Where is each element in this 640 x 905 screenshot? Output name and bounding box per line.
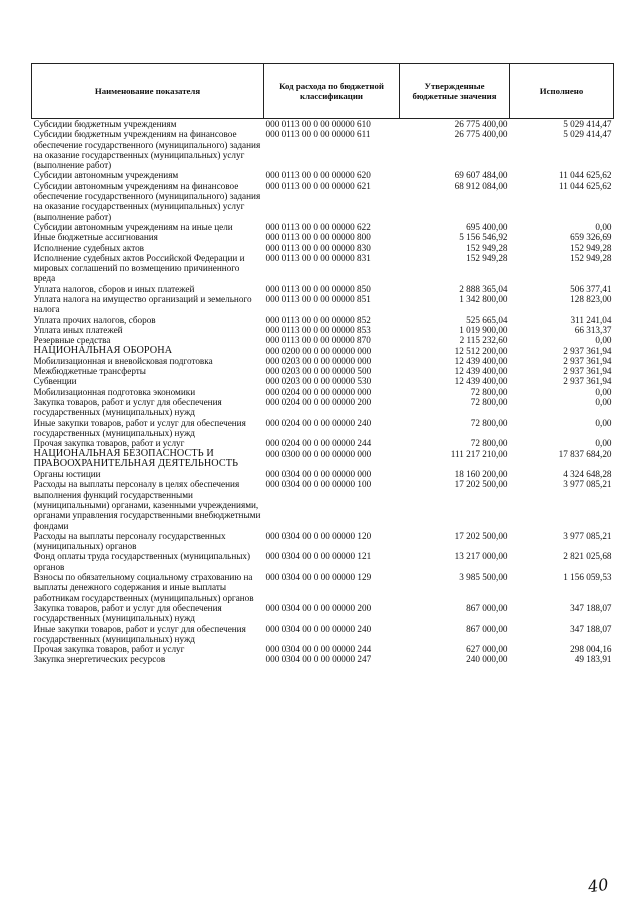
row-approved-cell: 68 912 084,00 xyxy=(454,180,508,191)
row-executed-cell: 0,00 xyxy=(595,397,612,408)
row-code-cell: 000 0113 00 0 00 00000 850 xyxy=(265,283,371,294)
row-approved-cell: 26 775 400,00 xyxy=(454,119,508,129)
row-code-cell: 000 0113 00 0 00 00000 610 xyxy=(265,119,371,129)
row-code-cell: 000 0203 00 0 00 00000 530 xyxy=(265,376,372,387)
row-name-cell: Расходы на выплаты персоналу государственных (муниципальных) органов xyxy=(33,530,226,552)
row-approved-cell: 5 156 546,92 xyxy=(459,232,508,243)
table-row xyxy=(32,654,614,664)
row-executed-cell: 3 977 085,21 xyxy=(563,530,612,541)
table-row xyxy=(32,551,614,572)
table-row xyxy=(32,449,614,470)
row-executed-cell: 3 977 085,21 xyxy=(563,479,612,490)
row-approved-cell: 152 949,28 xyxy=(466,252,508,263)
row-approved-cell: 2 115 232,60 xyxy=(459,335,508,346)
table-row xyxy=(32,356,614,366)
row-approved-cell: 12 439 400,00 xyxy=(454,366,508,377)
table-header xyxy=(32,64,614,119)
table-row xyxy=(32,294,614,315)
row-code-cell: 000 0113 00 0 00 00000 621 xyxy=(265,180,371,191)
row-approved-cell: 867 000,00 xyxy=(466,602,508,613)
header-approved: Утвержденные бюджетные значения xyxy=(400,64,510,119)
row-name-cell: НАЦИОНАЛЬНАЯ БЕЗОПАСНОСТЬ И ПРАВООХРАНИТЕЛЬНАЯ ДЕЯТЕЛЬНОСТЬ xyxy=(33,447,239,469)
row-name-cell: Мобилизационная подготовка экономики xyxy=(33,386,196,397)
row-code-cell: 000 0204 00 0 00 00000 244 xyxy=(265,438,372,449)
row-name-cell: Субсидии автономным учреждениям на финансовое обеспечение государственного (муниципального) задания на оказание государственных (муниципальных) услуг (выполнение работ) xyxy=(33,180,261,222)
row-code-cell: 000 0304 00 0 00 00000 121 xyxy=(265,551,372,562)
row-approved-cell: 12 439 400,00 xyxy=(454,376,508,387)
row-executed-cell: 5 029 414,47 xyxy=(563,119,612,129)
row-approved-cell: 111 217 210,00 xyxy=(450,448,508,459)
table-row xyxy=(32,232,614,242)
row-code-cell: 000 0113 00 0 00 00000 853 xyxy=(265,324,371,335)
row-name-cell: Закупка товаров, работ и услуг для обеспечения государственных (муниципальных) нужд xyxy=(33,602,222,624)
row-code-cell: 000 0113 00 0 00 00000 800 xyxy=(265,232,371,243)
row-executed-cell: 128 823,00 xyxy=(570,294,612,305)
row-approved-cell: 69 607 484,00 xyxy=(454,170,508,181)
table-row xyxy=(32,387,614,397)
row-approved-cell: 17 202 500,00 xyxy=(454,530,508,541)
row-code-cell: 000 0304 00 0 00 00000 120 xyxy=(265,530,372,541)
row-executed-cell: 4 324 648,28 xyxy=(563,469,612,480)
row-name-cell: Прочая закупка товаров, работ и услуг xyxy=(33,438,185,449)
row-approved-cell: 1 019 900,00 xyxy=(459,324,508,335)
row-executed-cell: 2 821 025,68 xyxy=(563,551,612,562)
row-executed-cell: 152 949,28 xyxy=(570,242,612,253)
row-name-cell: Резервные средства xyxy=(33,335,111,346)
row-approved-cell: 18 160 200,00 xyxy=(454,469,508,480)
row-name-cell: Расходы на выплаты персоналу в целях обеспечения выполнения функций государственными (муниципальными) органами, казенными учреждениями, органами управления государственными внебюджетными фондами xyxy=(33,479,261,531)
row-name-cell: Органы юстиции xyxy=(33,469,101,480)
row-name-cell: Уплата налога на имущество организаций и земельного налога xyxy=(33,294,252,315)
row-executed-cell: 152 949,28 xyxy=(570,252,612,263)
row-executed-cell: 49 183,91 xyxy=(574,654,612,665)
table-row xyxy=(32,366,614,376)
row-code-cell: 000 0304 00 0 00 00000 247 xyxy=(265,654,372,665)
row-executed-cell: 17 837 684,20 xyxy=(558,448,612,459)
row-executed-cell: 2 937 361,94 xyxy=(563,376,612,387)
row-executed-cell: 659 326,69 xyxy=(570,232,612,243)
row-approved-cell: 3 985 500,00 xyxy=(459,572,508,583)
row-name-cell: Субсидии бюджетным учреждениям xyxy=(33,119,177,129)
table-row xyxy=(32,222,614,232)
row-executed-cell: 311 241,04 xyxy=(570,314,612,325)
row-executed-cell: 2 937 361,94 xyxy=(563,345,612,356)
table-row xyxy=(32,325,614,335)
row-name-cell: Исполнение судебных актов xyxy=(33,242,145,253)
row-executed-cell: 1 156 059,53 xyxy=(563,572,612,583)
table-row xyxy=(32,644,614,654)
table-row xyxy=(32,315,614,325)
row-approved-cell: 12 512 200,00 xyxy=(454,345,508,356)
row-name-cell: Межбюджетные трансферты xyxy=(33,366,146,377)
row-executed-cell: 0,00 xyxy=(595,417,612,428)
row-executed-cell: 0,00 xyxy=(595,335,612,346)
row-approved-cell: 12 439 400,00 xyxy=(454,355,508,366)
row-name-cell: Субсидии автономным учреждениям на иные цели xyxy=(33,221,233,232)
row-name-cell: Исполнение судебных актов Российской Федерации и мировых соглашений по возмещению причиненного вреда xyxy=(33,252,245,284)
row-name-cell: Уплата налогов, сборов и иных платежей xyxy=(33,283,195,294)
row-code-cell: 000 0204 00 0 00 00000 000 xyxy=(265,386,372,397)
row-name-cell: Мобилизационная и вневойсковая подготовка xyxy=(33,355,213,366)
row-executed-cell: 2 937 361,94 xyxy=(563,355,612,366)
row-executed-cell: 0,00 xyxy=(595,438,612,449)
row-code-cell: 000 0113 00 0 00 00000 611 xyxy=(265,129,371,140)
row-approved-cell: 72 800,00 xyxy=(470,386,508,397)
row-name-cell: Иные закупки товаров, работ и услуг для обеспечения государственных (муниципальных) нужд xyxy=(33,417,246,438)
row-code-cell: 000 0304 00 0 00 00000 200 xyxy=(265,602,372,613)
table-row xyxy=(32,438,614,448)
table-body xyxy=(32,119,614,665)
table-row xyxy=(32,397,614,418)
row-code-cell: 000 0300 00 0 00 00000 000 xyxy=(265,448,372,459)
row-executed-cell: 347 188,07 xyxy=(570,623,612,634)
table-row xyxy=(32,284,614,294)
row-code-cell: 000 0304 00 0 00 00000 100 xyxy=(265,479,372,490)
report-sheet xyxy=(31,63,613,665)
row-code-cell: 000 0113 00 0 00 00000 852 xyxy=(265,314,371,325)
table-row xyxy=(32,572,614,603)
row-code-cell: 000 0203 00 0 00 00000 000 xyxy=(265,355,372,366)
row-approved-cell: 1 342 800,00 xyxy=(459,294,508,305)
table-row xyxy=(32,119,614,130)
row-name-cell: Закупка товаров, работ и услуг для обеспечения государственных (муниципальных) нужд xyxy=(33,397,222,418)
row-name-cell: Субвенции xyxy=(33,376,77,387)
row-name-cell: Иные бюджетные ассигнования xyxy=(33,232,158,243)
table-row xyxy=(32,531,614,552)
row-name-cell: Субсидии автономным учреждениям xyxy=(33,170,179,181)
row-code-cell: 000 0304 00 0 00 00000 244 xyxy=(265,644,372,655)
row-approved-cell: 240 000,00 xyxy=(466,654,508,665)
row-approved-cell: 72 800,00 xyxy=(470,438,508,449)
table-row xyxy=(32,243,614,253)
table-row xyxy=(32,603,614,624)
row-executed-cell: 506 377,41 xyxy=(570,283,612,294)
row-name-cell: Уплата прочих налогов, сборов xyxy=(33,314,156,325)
row-code-cell: 000 0200 00 0 00 00000 000 xyxy=(265,345,372,356)
row-approved-cell: 867 000,00 xyxy=(466,623,508,634)
row-approved-cell: 72 800,00 xyxy=(470,417,508,428)
row-code-cell: 000 0203 00 0 00 00000 500 xyxy=(265,366,372,377)
header-code: Код расхода по бюджетной классификации xyxy=(264,64,400,119)
row-executed-cell: 11 044 625,62 xyxy=(559,180,612,191)
row-approved-cell: 2 888 365,04 xyxy=(459,283,508,294)
table-row xyxy=(32,376,614,386)
row-approved-cell: 26 775 400,00 xyxy=(454,129,508,140)
row-name-cell: Уплата иных платежей xyxy=(33,324,123,335)
row-code-cell: 000 0304 00 0 00 00000 240 xyxy=(265,623,372,634)
table-row xyxy=(32,181,614,222)
table-row xyxy=(32,253,614,284)
row-code-cell: 000 0113 00 0 00 00000 851 xyxy=(265,294,371,305)
header-name: Наименование показателя xyxy=(32,64,264,119)
row-approved-cell: 695 400,00 xyxy=(466,221,508,232)
row-approved-cell: 152 949,28 xyxy=(466,242,508,253)
row-name-cell: Взносы по обязательному социальному страхованию на выплаты денежного содержания и иные выплаты работникам государственных (муниципальных) органов xyxy=(33,572,254,603)
row-approved-cell: 627 000,00 xyxy=(466,644,508,655)
header-executed: Исполнено xyxy=(510,64,614,119)
row-name-cell: Фонд оплаты труда государственных (муниципальных) органов xyxy=(33,551,251,572)
row-name-cell: Прочая закупка товаров, работ и услуг xyxy=(33,644,185,655)
row-code-cell: 000 0204 00 0 00 00000 200 xyxy=(265,397,372,408)
row-name-cell: Иные закупки товаров, работ и услуг для обеспечения государственных (муниципальных) нужд xyxy=(33,623,246,644)
row-executed-cell: 298 004,16 xyxy=(570,644,612,655)
table-row xyxy=(32,624,614,645)
row-name-cell: НАЦИОНАЛЬНАЯ ОБОРОНА xyxy=(33,344,173,356)
budget-table xyxy=(31,63,614,665)
table-row xyxy=(32,129,614,170)
row-executed-cell: 2 937 361,94 xyxy=(563,366,612,377)
row-code-cell: 000 0113 00 0 00 00000 830 xyxy=(265,242,371,253)
row-name-cell: Закупка энергетических ресурсов xyxy=(33,654,166,665)
row-approved-cell: 13 217 000,00 xyxy=(454,551,508,562)
row-executed-cell: 0,00 xyxy=(595,221,612,232)
table-row xyxy=(32,479,614,530)
table-row xyxy=(32,469,614,479)
row-name-cell: Субсидии бюджетным учреждениям на финансовое обеспечение государственного (муниципального) задания на оказание государственных (муниципальных) услуг (выполнение работ) xyxy=(33,129,261,171)
table-row xyxy=(32,170,614,180)
row-code-cell: 000 0113 00 0 00 00000 622 xyxy=(265,221,371,232)
page-number: 40 xyxy=(586,874,610,897)
row-executed-cell: 5 029 414,47 xyxy=(563,129,612,140)
table-row xyxy=(32,418,614,439)
row-executed-cell: 11 044 625,62 xyxy=(559,170,612,181)
row-code-cell: 000 0204 00 0 00 00000 240 xyxy=(265,417,372,428)
row-code-cell: 000 0113 00 0 00 00000 831 xyxy=(265,252,371,263)
row-executed-cell: 66 313,37 xyxy=(574,324,612,335)
row-code-cell: 000 0304 00 0 00 00000 000 xyxy=(265,469,372,480)
row-code-cell: 000 0304 00 0 00 00000 129 xyxy=(265,572,372,583)
table-row xyxy=(32,346,614,356)
table-row xyxy=(32,335,614,345)
row-executed-cell: 347 188,07 xyxy=(570,602,612,613)
row-executed-cell: 0,00 xyxy=(595,386,612,397)
row-code-cell: 000 0113 00 0 00 00000 870 xyxy=(265,335,371,346)
row-approved-cell: 17 202 500,00 xyxy=(454,479,508,490)
row-approved-cell: 525 665,04 xyxy=(466,314,508,325)
row-code-cell: 000 0113 00 0 00 00000 620 xyxy=(265,170,371,181)
row-approved-cell: 72 800,00 xyxy=(470,397,508,408)
